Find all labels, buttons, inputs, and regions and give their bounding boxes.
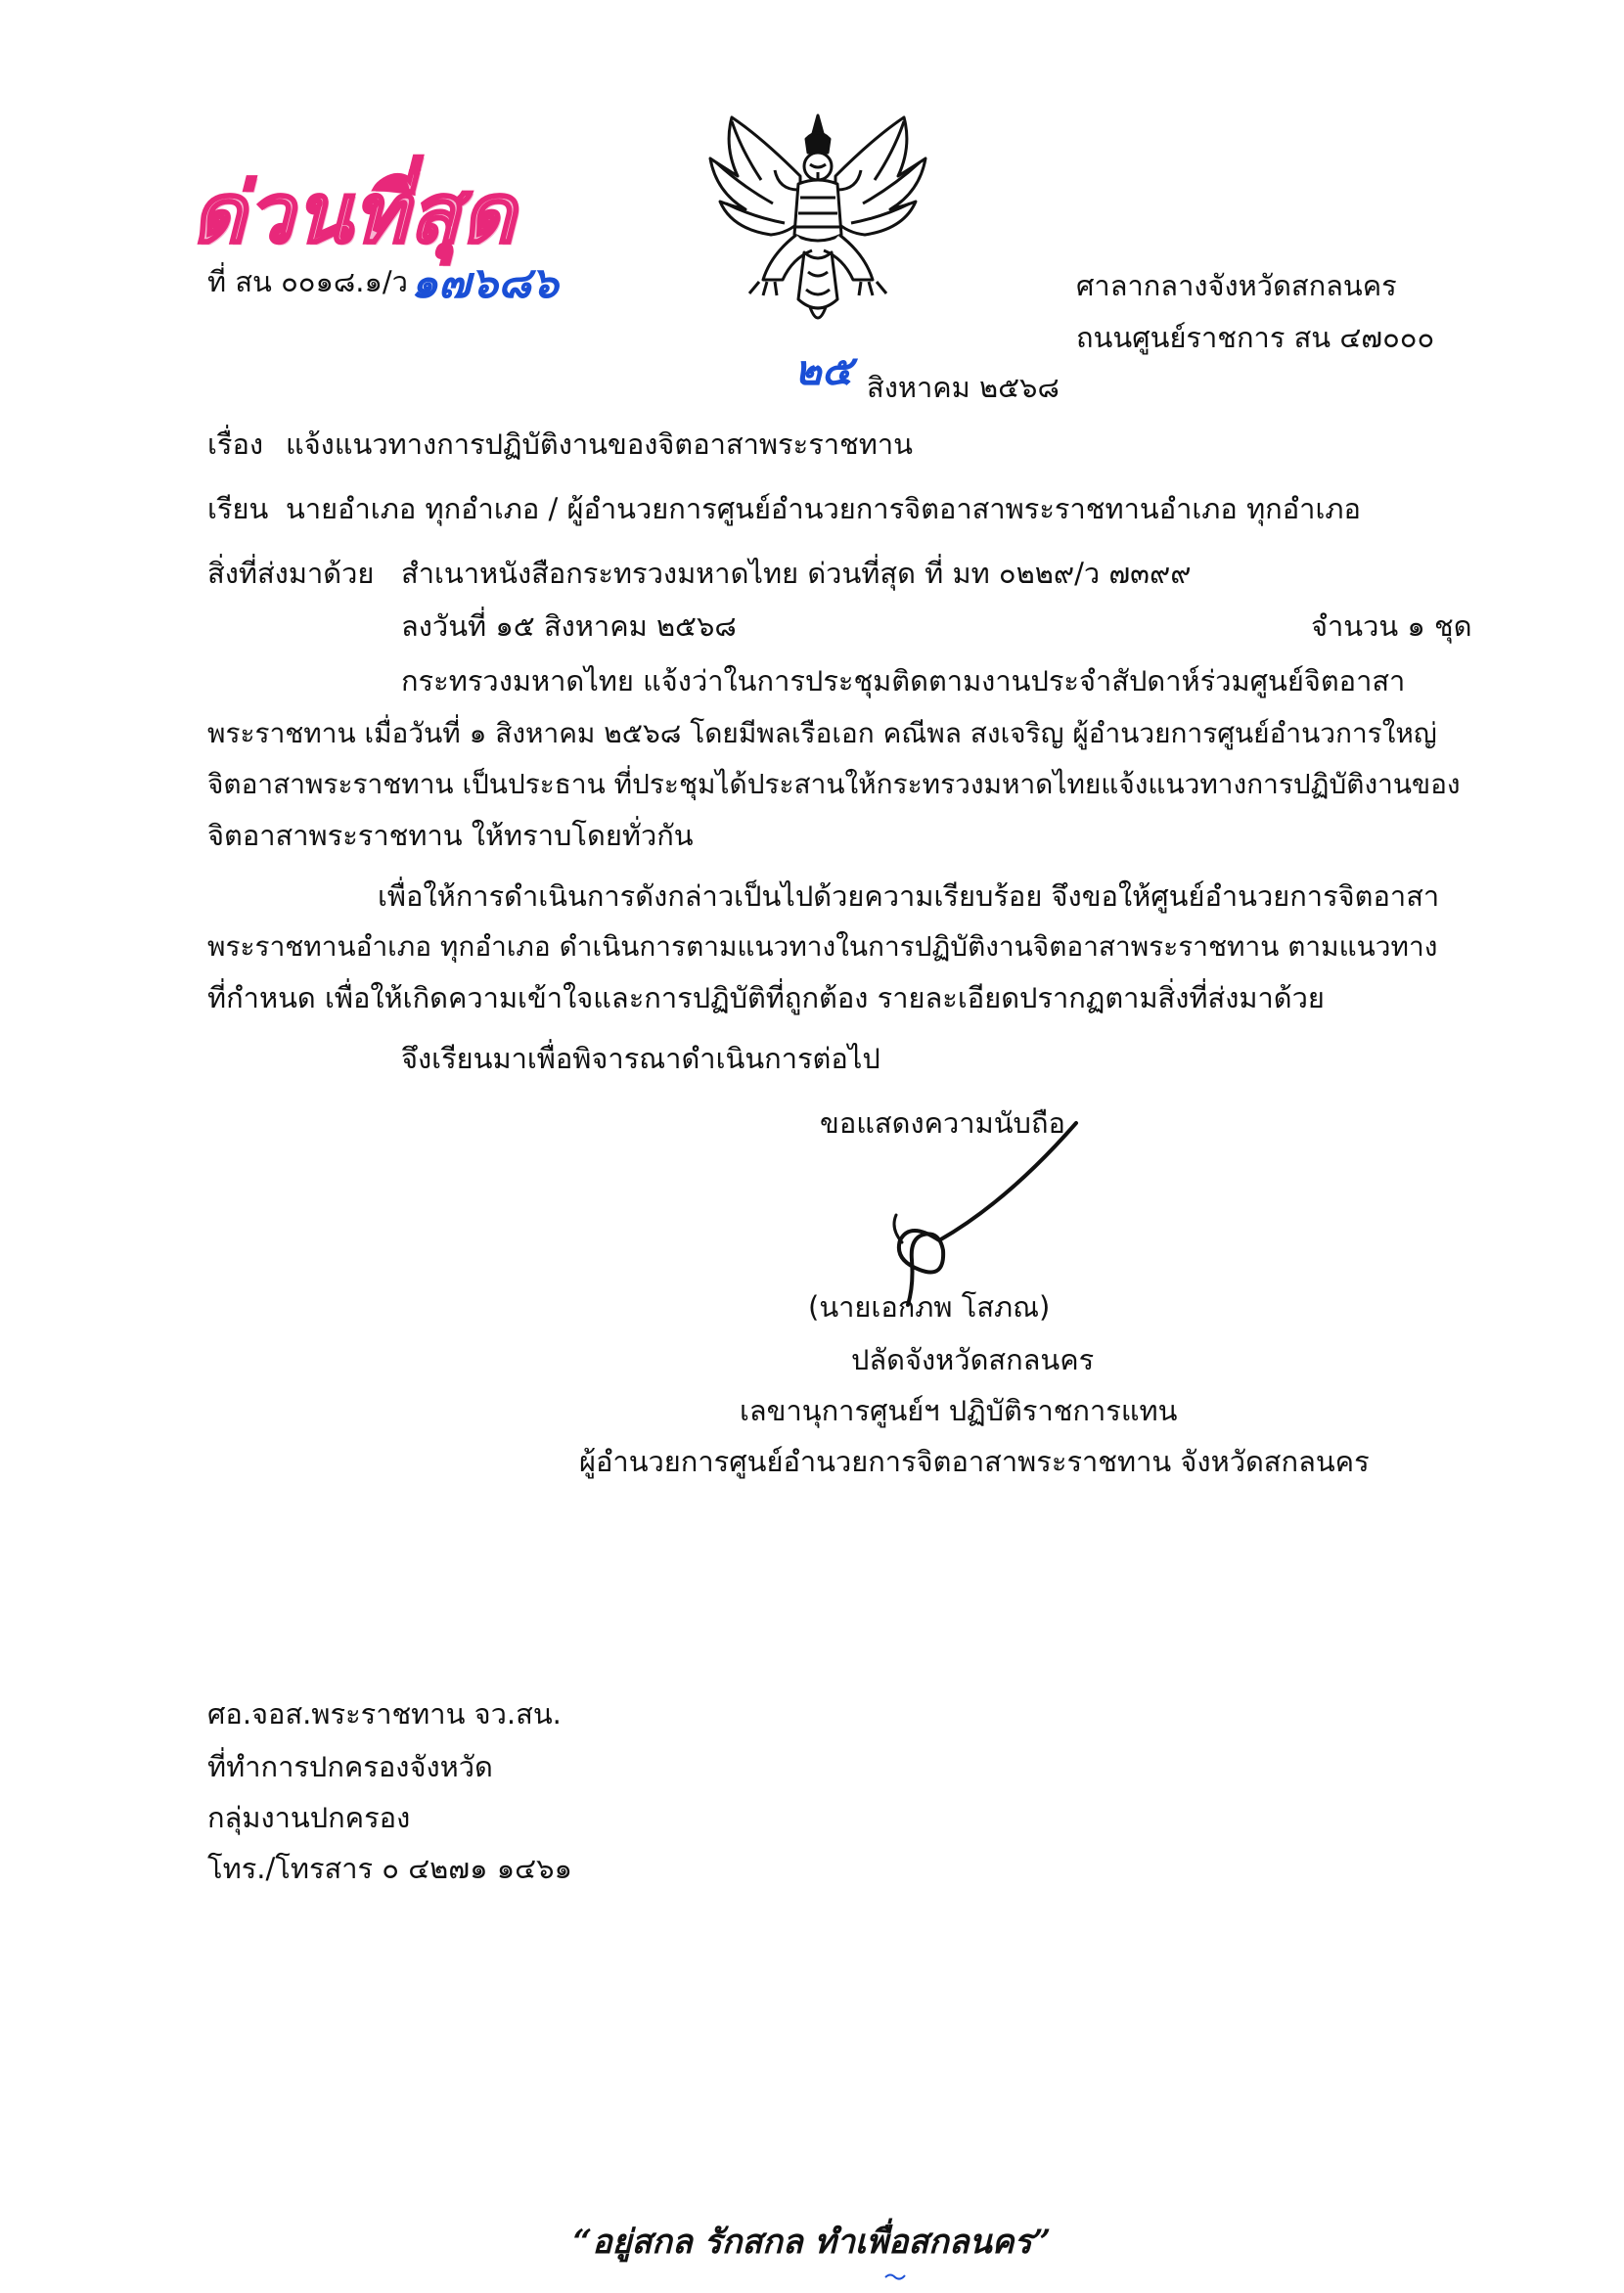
paragraph-2-line: พระราชทานอำเภอ ทุกอำเภอ ดำเนินการตามแนวทางในการปฏิบัติงานจิตอาสาพระราชทาน ตามแนวทาง — [207, 930, 1438, 963]
footer-phone-fax: โทร./โทรสาร ๐ ๔๒๗๑ ๑๔๖๑ — [207, 1852, 572, 1885]
reference-number-handwritten: ๑๗๖๘๖ — [411, 258, 559, 308]
paragraph-2-line: เพื่อให้การดำเนินการดังกล่าวเป็นไปด้วยความเรียบร้อย จึงขอให้ศูนย์อำนวยการจิตอาสา — [378, 879, 1440, 913]
paragraph-1-line: จิตอาสาพระราชทาน ให้ทราบโดยทั่วกัน — [207, 819, 694, 852]
address-line-1: ศาลากลางจังหวัดสกลนคร — [1076, 269, 1397, 302]
handwritten-signature — [861, 1113, 1096, 1309]
reference-prefix: ที่ สน ๐๐๑๘.๑/ว — [207, 265, 408, 298]
signature-closing: ขอแสดงความนับถือ — [820, 1106, 1065, 1140]
footer-office-line-3: กลุ่มงานปกครอง — [207, 1801, 411, 1834]
paragraph-1-line: กระทรวงมหาดไทย แจ้งว่าในการประชุมติดตามงานประจำสัปดาห์ร่วมศูนย์จิตอาสา — [401, 664, 1406, 697]
signatory-title-3: ผู้อำนวยการศูนย์อำนวยการจิตอาสาพระราชทาน จังหวัดสกลนคร — [579, 1445, 1370, 1478]
enclosure-quantity: จำนวน ๑ ชุด — [1311, 609, 1472, 643]
enclosure-label: สิ่งที่ส่งมาด้วย — [207, 557, 375, 590]
enclosure-line-1: สำเนาหนังสือกระทรวงมหาดไทย ด่วนที่สุด ที่ มท ๐๒๒๙/ว ๗๓๙๙ — [401, 557, 1192, 590]
garuda-emblem-icon — [702, 108, 933, 335]
signatory-title-2: เลขานุการศูนย์ฯ ปฏิบัติราชการแทน — [740, 1394, 1178, 1427]
paragraph-3: จึงเรียนมาเพื่อพิจารณาดำเนินการต่อไป — [401, 1042, 880, 1075]
to-label: เรียน — [207, 492, 269, 525]
date-day-handwritten: ๒๕ — [794, 346, 853, 394]
to-text: นายอำเภอ ทุกอำเภอ / ผู้อำนวยการศูนย์อำนวยการจิตอาสาพระราชทานอำเภอ ทุกอำเภอ — [286, 492, 1361, 525]
paragraph-2-line: ที่กำหนด เพื่อให้เกิดความเข้าใจและการปฏิบัติที่ถูกต้อง รายละเอียดปรากฏตามสิ่งที่ส่งมาด้วย — [207, 981, 1325, 1014]
date-month-year: สิงหาคม ๒๕๖๘ — [867, 371, 1060, 404]
urgency-stamp: ด่วนที่สุด — [192, 165, 518, 261]
paragraph-1-line: พระราชทาน เมื่อวันที่ ๑ สิงหาคม ๒๕๖๘ โดยมีพลเรือเอก คณีพล สงเจริญ ผู้อำนวยการศูนย์อำนวการใหญ่ — [207, 717, 1437, 749]
enclosure-line-2: ลงวันที่ ๑๕ สิงหาคม ๒๕๖๘ — [401, 609, 737, 643]
paragraph-1-line: จิตอาสาพระราชทาน เป็นประธาน ที่ประชุมได้ประสานให้กระทรวงมหาดไทยแจ้งแนวทางการปฏิบัติงานของ — [207, 768, 1461, 800]
subject-label: เรื่อง — [207, 427, 264, 461]
signatory-name: (นายเอกภพ โสภณ) — [808, 1290, 1051, 1324]
wave-mark-icon — [884, 2271, 906, 2281]
footer-office-line-1: ศอ.จอส.พระราชทาน จว.สน. — [207, 1697, 562, 1731]
address-line-2: ถนนศูนย์ราชการ สน ๔๗๐๐๐ — [1076, 321, 1435, 354]
province-motto: “อยู่สกล รักสกล ทำเพื่อสกลนคร” — [572, 2223, 1052, 2262]
subject-text: แจ้งแนวทางการปฏิบัติงานของจิตอาสาพระราชทาน — [286, 427, 913, 461]
signatory-title-1: ปลัดจังหวัดสกลนคร — [851, 1343, 1095, 1376]
footer-office-line-2: ที่ทำการปกครองจังหวัด — [207, 1750, 493, 1783]
